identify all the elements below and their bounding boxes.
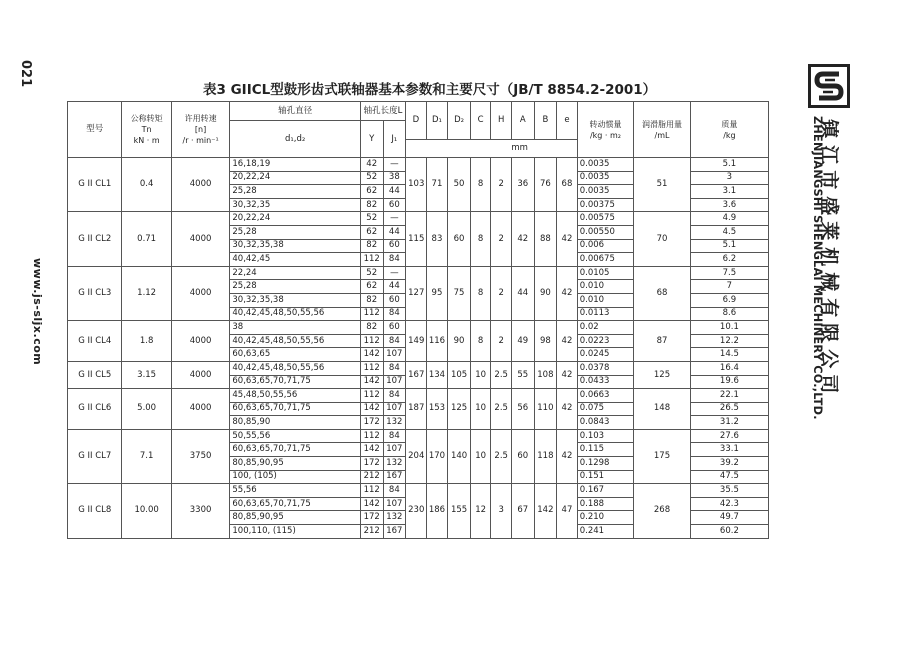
bore-diameter-cell: 20,22,24 bbox=[230, 212, 361, 226]
y-cell: 62 bbox=[360, 280, 383, 294]
inertia-cell: 0.167 bbox=[577, 484, 634, 498]
speed-header: 许用转速 [n] /r · min⁻¹ bbox=[171, 102, 230, 158]
dim-d1-cell: 186 bbox=[426, 484, 448, 538]
mass-cell: 31.2 bbox=[690, 416, 768, 430]
y-cell: 112 bbox=[360, 361, 383, 375]
company-name-char: 莱 bbox=[817, 221, 840, 241]
dim-b-cell: 76 bbox=[534, 158, 557, 212]
dim-a-cell: 56 bbox=[511, 389, 534, 430]
mass-cell: 19.6 bbox=[690, 375, 768, 389]
dim-b-cell: 108 bbox=[534, 361, 557, 388]
dim-d2-cell: 155 bbox=[448, 484, 471, 538]
torque-cell: 5.00 bbox=[122, 389, 171, 430]
dim-d2-cell: 105 bbox=[448, 361, 471, 388]
dim-h-cell: 2 bbox=[491, 321, 512, 362]
dim-e-cell: 42 bbox=[557, 389, 578, 430]
inertia-header: 转动惯量 /kg · m₂ bbox=[577, 102, 634, 158]
bore-diameter-cell: 30,32,35 bbox=[230, 198, 361, 212]
col-e-header: e bbox=[557, 102, 578, 140]
mass-cell: 8.6 bbox=[690, 307, 768, 321]
y-cell: 62 bbox=[360, 185, 383, 199]
dim-e-cell: 42 bbox=[557, 212, 578, 266]
bore-diameter-cell: 100, (105) bbox=[230, 470, 361, 484]
model-cell: G II CL5 bbox=[68, 361, 122, 388]
y-cell: 212 bbox=[360, 525, 383, 539]
dim-e-cell: 42 bbox=[557, 429, 578, 483]
inertia-cell: 0.0035 bbox=[577, 158, 634, 172]
dim-b-cell: 110 bbox=[534, 389, 557, 430]
dim-c-cell: 10 bbox=[470, 429, 491, 483]
company-name-char: 市 bbox=[817, 170, 840, 190]
torque-cell: 10.00 bbox=[122, 484, 171, 538]
company-name-char: 江 bbox=[817, 144, 840, 164]
bore-diameter-header: 轴孔直径 bbox=[230, 102, 361, 121]
bore-diameter-cell: 55,56 bbox=[230, 484, 361, 498]
torque-header: 公称转矩 Tn kN · m bbox=[122, 102, 171, 158]
lube-cell: 148 bbox=[634, 389, 691, 430]
mass-cell: 27.6 bbox=[690, 429, 768, 443]
dim-e-cell: 42 bbox=[557, 361, 578, 388]
model-header: 型号 bbox=[68, 102, 122, 158]
inertia-cell: 0.0113 bbox=[577, 307, 634, 321]
y-cell: 112 bbox=[360, 484, 383, 498]
bore-diameter-cell: 60,63,65,70,71,75 bbox=[230, 402, 361, 416]
dim-c-cell: 8 bbox=[470, 321, 491, 362]
dim-a-cell: 49 bbox=[511, 321, 534, 362]
bore-length-header: 轴孔长度L bbox=[360, 102, 405, 121]
company-name-char: 司 bbox=[817, 374, 840, 394]
torque-cell: 0.71 bbox=[122, 212, 171, 266]
dim-d-cell: 230 bbox=[406, 484, 427, 538]
table-row bbox=[68, 484, 769, 498]
inertia-cell: 0.0223 bbox=[577, 334, 634, 348]
j1-cell: 60 bbox=[383, 198, 406, 212]
speed-cell: 4000 bbox=[171, 321, 230, 362]
inertia-cell: 0.151 bbox=[577, 470, 634, 484]
j1-cell: 84 bbox=[383, 334, 406, 348]
j1-cell: 84 bbox=[383, 361, 406, 375]
model-cell: G II CL6 bbox=[68, 389, 122, 430]
j1-cell: 44 bbox=[383, 225, 406, 239]
dim-h-cell: 2 bbox=[491, 266, 512, 320]
mass-cell: 42.3 bbox=[690, 497, 768, 511]
dim-b-cell: 118 bbox=[534, 429, 557, 483]
y-cell: 82 bbox=[360, 198, 383, 212]
j1-cell: 60 bbox=[383, 239, 406, 253]
bore-diameter-cell: 30,32,35,38 bbox=[230, 239, 361, 253]
inertia-cell: 0.241 bbox=[577, 525, 634, 539]
mass-header: 质量 /kg bbox=[690, 102, 768, 158]
mass-cell: 3.6 bbox=[690, 198, 768, 212]
bore-diameter-cell: 50,55,56 bbox=[230, 429, 361, 443]
dim-d1-cell: 170 bbox=[426, 429, 448, 483]
col-C-header: C bbox=[470, 102, 491, 140]
spec-table bbox=[67, 101, 769, 539]
company-name-char: 械 bbox=[817, 272, 840, 292]
mass-cell: 12.2 bbox=[690, 334, 768, 348]
table-row bbox=[68, 429, 769, 443]
dim-c-cell: 8 bbox=[470, 266, 491, 320]
inertia-cell: 0.075 bbox=[577, 402, 634, 416]
dim-d-cell: 149 bbox=[406, 321, 427, 362]
mass-cell: 6.9 bbox=[690, 293, 768, 307]
company-name-char: 限 bbox=[817, 323, 840, 343]
j1-cell: — bbox=[383, 266, 406, 280]
j1-cell: 44 bbox=[383, 185, 406, 199]
model-cell: G II CL7 bbox=[68, 429, 122, 483]
j1-cell: 107 bbox=[383, 497, 406, 511]
company-name-char: 盛 bbox=[817, 195, 840, 215]
dim-h-cell: 2 bbox=[491, 158, 512, 212]
dim-a-cell: 55 bbox=[511, 361, 534, 388]
dim-c-cell: 10 bbox=[470, 361, 491, 388]
j1-cell: 38 bbox=[383, 171, 406, 185]
col-D1-header: D₁ bbox=[426, 102, 448, 140]
y-cell: 112 bbox=[360, 389, 383, 403]
col-B-header: B bbox=[534, 102, 557, 140]
lube-cell: 68 bbox=[634, 266, 691, 320]
inertia-cell: 0.02 bbox=[577, 321, 634, 335]
torque-cell: 1.12 bbox=[122, 266, 171, 320]
mass-cell: 3 bbox=[690, 171, 768, 185]
j1-cell: — bbox=[383, 158, 406, 172]
lube-cell: 51 bbox=[634, 158, 691, 212]
col-D2-header: D₂ bbox=[448, 102, 471, 140]
y-cell: 142 bbox=[360, 375, 383, 389]
dim-c-cell: 12 bbox=[470, 484, 491, 538]
j1-cell: 84 bbox=[383, 484, 406, 498]
dim-d1-cell: 153 bbox=[426, 389, 448, 430]
dim-d-cell: 167 bbox=[406, 361, 427, 388]
bore-diameter-cell: 100,110, (115) bbox=[230, 525, 361, 539]
mass-cell: 7.5 bbox=[690, 266, 768, 280]
inertia-cell: 0.010 bbox=[577, 280, 634, 294]
mass-cell: 14.5 bbox=[690, 348, 768, 362]
speed-cell: 4000 bbox=[171, 389, 230, 430]
table-header bbox=[68, 102, 769, 158]
mass-cell: 7 bbox=[690, 280, 768, 294]
inertia-cell: 0.115 bbox=[577, 443, 634, 457]
dim-d2-cell: 125 bbox=[448, 389, 471, 430]
torque-cell: 0.4 bbox=[122, 158, 171, 212]
inertia-cell: 0.103 bbox=[577, 429, 634, 443]
j1-cell: 167 bbox=[383, 525, 406, 539]
dim-d-cell: 204 bbox=[406, 429, 427, 483]
bore-diameter-cell: 22,24 bbox=[230, 266, 361, 280]
j1-cell: 107 bbox=[383, 375, 406, 389]
bore-diameter-cell: 60,63,65,70,71,75 bbox=[230, 443, 361, 457]
model-cell: G II CL3 bbox=[68, 266, 122, 320]
y-cell: 142 bbox=[360, 348, 383, 362]
inertia-cell: 0.0663 bbox=[577, 389, 634, 403]
y-cell: 52 bbox=[360, 212, 383, 226]
speed-cell: 4000 bbox=[171, 361, 230, 388]
dim-h-cell: 2.5 bbox=[491, 389, 512, 430]
company-name-char: 有 bbox=[817, 297, 840, 317]
bore-diameter-cell: 25,28 bbox=[230, 185, 361, 199]
j1-cell: 84 bbox=[383, 307, 406, 321]
dim-d2-cell: 50 bbox=[448, 158, 471, 212]
col-Y-header: Y bbox=[360, 121, 383, 158]
bore-diameter-cell: 40,42,45 bbox=[230, 253, 361, 267]
lube-cell: 268 bbox=[634, 484, 691, 538]
table-row bbox=[68, 266, 769, 280]
inertia-cell: 0.0105 bbox=[577, 266, 634, 280]
table-row bbox=[68, 158, 769, 172]
dim-b-cell: 90 bbox=[534, 266, 557, 320]
unit-mm: mm bbox=[406, 140, 634, 158]
y-cell: 52 bbox=[360, 171, 383, 185]
torque-cell: 1.8 bbox=[122, 321, 171, 362]
table-row bbox=[68, 321, 769, 335]
bore-diameter-cell: 80,85,90 bbox=[230, 416, 361, 430]
inertia-cell: 0.1298 bbox=[577, 457, 634, 471]
lube-cell: 175 bbox=[634, 429, 691, 483]
company-name-char: 镇 bbox=[817, 119, 840, 139]
dim-c-cell: 8 bbox=[470, 158, 491, 212]
dim-d1-cell: 116 bbox=[426, 321, 448, 362]
j1-cell: — bbox=[383, 212, 406, 226]
dim-c-cell: 10 bbox=[470, 389, 491, 430]
dim-a-cell: 36 bbox=[511, 158, 534, 212]
col-A-header: A bbox=[511, 102, 534, 140]
inertia-cell: 0.210 bbox=[577, 511, 634, 525]
col-D-header: D bbox=[406, 102, 427, 140]
mass-cell: 22.1 bbox=[690, 389, 768, 403]
model-cell: G II CL2 bbox=[68, 212, 122, 266]
y-cell: 112 bbox=[360, 429, 383, 443]
y-cell: 142 bbox=[360, 497, 383, 511]
j1-cell: 107 bbox=[383, 348, 406, 362]
speed-cell: 4000 bbox=[171, 212, 230, 266]
mass-cell: 49.7 bbox=[690, 511, 768, 525]
inertia-cell: 0.00575 bbox=[577, 212, 634, 226]
y-cell: 172 bbox=[360, 511, 383, 525]
bore-diameter-cell: 40,42,45,48,50,55,56 bbox=[230, 361, 361, 375]
inertia-cell: 0.00550 bbox=[577, 225, 634, 239]
j1-cell: 107 bbox=[383, 443, 406, 457]
dim-h-cell: 3 bbox=[491, 484, 512, 538]
y-cell: 112 bbox=[360, 307, 383, 321]
dim-d1-cell: 134 bbox=[426, 361, 448, 388]
company-logo bbox=[808, 64, 850, 108]
dim-e-cell: 47 bbox=[557, 484, 578, 538]
j1-cell: 60 bbox=[383, 321, 406, 335]
mass-cell: 35.5 bbox=[690, 484, 768, 498]
speed-cell: 3300 bbox=[171, 484, 230, 538]
mass-cell: 60.2 bbox=[690, 525, 768, 539]
dim-d1-cell: 83 bbox=[426, 212, 448, 266]
j1-cell: 132 bbox=[383, 511, 406, 525]
lube-header: 润滑脂用量 /mL bbox=[634, 102, 691, 158]
y-cell: 82 bbox=[360, 239, 383, 253]
mass-cell: 16.4 bbox=[690, 361, 768, 375]
dim-d-cell: 127 bbox=[406, 266, 427, 320]
y-cell: 62 bbox=[360, 225, 383, 239]
bore-diameter-cell: 38 bbox=[230, 321, 361, 335]
table-row bbox=[68, 212, 769, 226]
dim-d2-cell: 60 bbox=[448, 212, 471, 266]
lube-cell: 87 bbox=[634, 321, 691, 362]
dim-d2-cell: 75 bbox=[448, 266, 471, 320]
j1-cell: 44 bbox=[383, 280, 406, 294]
j1-cell: 84 bbox=[383, 253, 406, 267]
j1-cell: 132 bbox=[383, 416, 406, 430]
bore-diameter-cell: 16,18,19 bbox=[230, 158, 361, 172]
bore-diameter-cell: 60,63,65 bbox=[230, 348, 361, 362]
mass-cell: 10.1 bbox=[690, 321, 768, 335]
torque-cell: 7.1 bbox=[122, 429, 171, 483]
dim-b-cell: 98 bbox=[534, 321, 557, 362]
col-J1-header: J₁ bbox=[383, 121, 406, 158]
dim-a-cell: 67 bbox=[511, 484, 534, 538]
bore-diameter-cell: 40,42,45,48,50,55,56 bbox=[230, 307, 361, 321]
table-body bbox=[68, 158, 769, 539]
dim-h-cell: 2.5 bbox=[491, 429, 512, 483]
bore-diameter-cell: 25,28 bbox=[230, 225, 361, 239]
mass-cell: 4.9 bbox=[690, 212, 768, 226]
dim-h-cell: 2 bbox=[491, 212, 512, 266]
y-cell: 112 bbox=[360, 253, 383, 267]
speed-cell: 4000 bbox=[171, 158, 230, 212]
y-cell: 142 bbox=[360, 443, 383, 457]
mass-cell: 5.1 bbox=[690, 158, 768, 172]
mass-cell: 39.2 bbox=[690, 457, 768, 471]
dim-c-cell: 8 bbox=[470, 212, 491, 266]
inertia-cell: 0.0843 bbox=[577, 416, 634, 430]
mass-cell: 6.2 bbox=[690, 253, 768, 267]
mass-cell: 26.5 bbox=[690, 402, 768, 416]
dim-d2-cell: 90 bbox=[448, 321, 471, 362]
mass-cell: 4.5 bbox=[690, 225, 768, 239]
dim-a-cell: 44 bbox=[511, 266, 534, 320]
model-cell: G II CL1 bbox=[68, 158, 122, 212]
mass-cell: 33.1 bbox=[690, 443, 768, 457]
model-cell: G II CL4 bbox=[68, 321, 122, 362]
j1-cell: 132 bbox=[383, 457, 406, 471]
j1-cell: 167 bbox=[383, 470, 406, 484]
company-name-char: 公 bbox=[817, 348, 840, 368]
inertia-cell: 0.006 bbox=[577, 239, 634, 253]
col-H-header: H bbox=[491, 102, 512, 140]
bore-diameter-cell: 30,32,35,38 bbox=[230, 293, 361, 307]
inertia-cell: 0.00375 bbox=[577, 198, 634, 212]
mass-cell: 5.1 bbox=[690, 239, 768, 253]
mass-cell: 3.1 bbox=[690, 185, 768, 199]
bore-diameter-cell: 40,42,45,48,50,55,56 bbox=[230, 334, 361, 348]
dim-e-cell: 42 bbox=[557, 266, 578, 320]
y-cell: 172 bbox=[360, 416, 383, 430]
bore-sub-header: d₁,d₂ bbox=[230, 121, 361, 158]
bore-diameter-cell: 60,63,65,70,71,75 bbox=[230, 497, 361, 511]
bore-diameter-cell: 25,28 bbox=[230, 280, 361, 294]
company-name-char: 机 bbox=[817, 246, 840, 266]
y-cell: 112 bbox=[360, 334, 383, 348]
torque-cell: 3.15 bbox=[122, 361, 171, 388]
logo-s-icon bbox=[811, 67, 847, 105]
y-cell: 212 bbox=[360, 470, 383, 484]
inertia-cell: 0.0245 bbox=[577, 348, 634, 362]
inertia-cell: 0.188 bbox=[577, 497, 634, 511]
bore-diameter-cell: 45,48,50,55,56 bbox=[230, 389, 361, 403]
inertia-cell: 0.00675 bbox=[577, 253, 634, 267]
inertia-cell: 0.0035 bbox=[577, 171, 634, 185]
company-name-en: ZHENJIANGSHI SHENGLAI MECHINERY CO.,LTD. bbox=[811, 116, 824, 420]
mass-cell: 47.5 bbox=[690, 470, 768, 484]
y-cell: 42 bbox=[360, 158, 383, 172]
j1-cell: 84 bbox=[383, 429, 406, 443]
inertia-cell: 0.0035 bbox=[577, 185, 634, 199]
bore-diameter-cell: 20,22,24 bbox=[230, 171, 361, 185]
dim-b-cell: 88 bbox=[534, 212, 557, 266]
inertia-cell: 0.0433 bbox=[577, 375, 634, 389]
page-number: 021 bbox=[18, 60, 33, 88]
y-cell: 172 bbox=[360, 457, 383, 471]
table-row bbox=[68, 361, 769, 375]
dim-b-cell: 142 bbox=[534, 484, 557, 538]
dim-d-cell: 187 bbox=[406, 389, 427, 430]
lube-cell: 125 bbox=[634, 361, 691, 388]
model-cell: G II CL8 bbox=[68, 484, 122, 538]
j1-cell: 107 bbox=[383, 402, 406, 416]
dim-h-cell: 2.5 bbox=[491, 361, 512, 388]
j1-cell: 60 bbox=[383, 293, 406, 307]
table-row bbox=[68, 389, 769, 403]
inertia-cell: 0.010 bbox=[577, 293, 634, 307]
website-url: www.js-sljx.com bbox=[31, 258, 44, 366]
lube-cell: 70 bbox=[634, 212, 691, 266]
y-cell: 82 bbox=[360, 321, 383, 335]
speed-cell: 4000 bbox=[171, 266, 230, 320]
y-cell: 142 bbox=[360, 402, 383, 416]
dim-d-cell: 115 bbox=[406, 212, 427, 266]
speed-cell: 3750 bbox=[171, 429, 230, 483]
y-cell: 82 bbox=[360, 293, 383, 307]
table-title: 表3 GIICL型鼓形齿式联轴器基本参数和主要尺寸（JB/T 8854.2-2001） bbox=[203, 82, 657, 98]
bore-diameter-cell: 80,85,90,95 bbox=[230, 511, 361, 525]
j1-cell: 84 bbox=[383, 389, 406, 403]
inertia-cell: 0.0378 bbox=[577, 361, 634, 375]
y-cell: 52 bbox=[360, 266, 383, 280]
dim-e-cell: 68 bbox=[557, 158, 578, 212]
dim-d1-cell: 71 bbox=[426, 158, 448, 212]
dim-a-cell: 60 bbox=[511, 429, 534, 483]
dim-e-cell: 42 bbox=[557, 321, 578, 362]
dim-d2-cell: 140 bbox=[448, 429, 471, 483]
bore-diameter-cell: 80,85,90,95 bbox=[230, 457, 361, 471]
dim-d-cell: 103 bbox=[406, 158, 427, 212]
bore-diameter-cell: 60,63,65,70,71,75 bbox=[230, 375, 361, 389]
dim-d1-cell: 95 bbox=[426, 266, 448, 320]
dim-a-cell: 42 bbox=[511, 212, 534, 266]
